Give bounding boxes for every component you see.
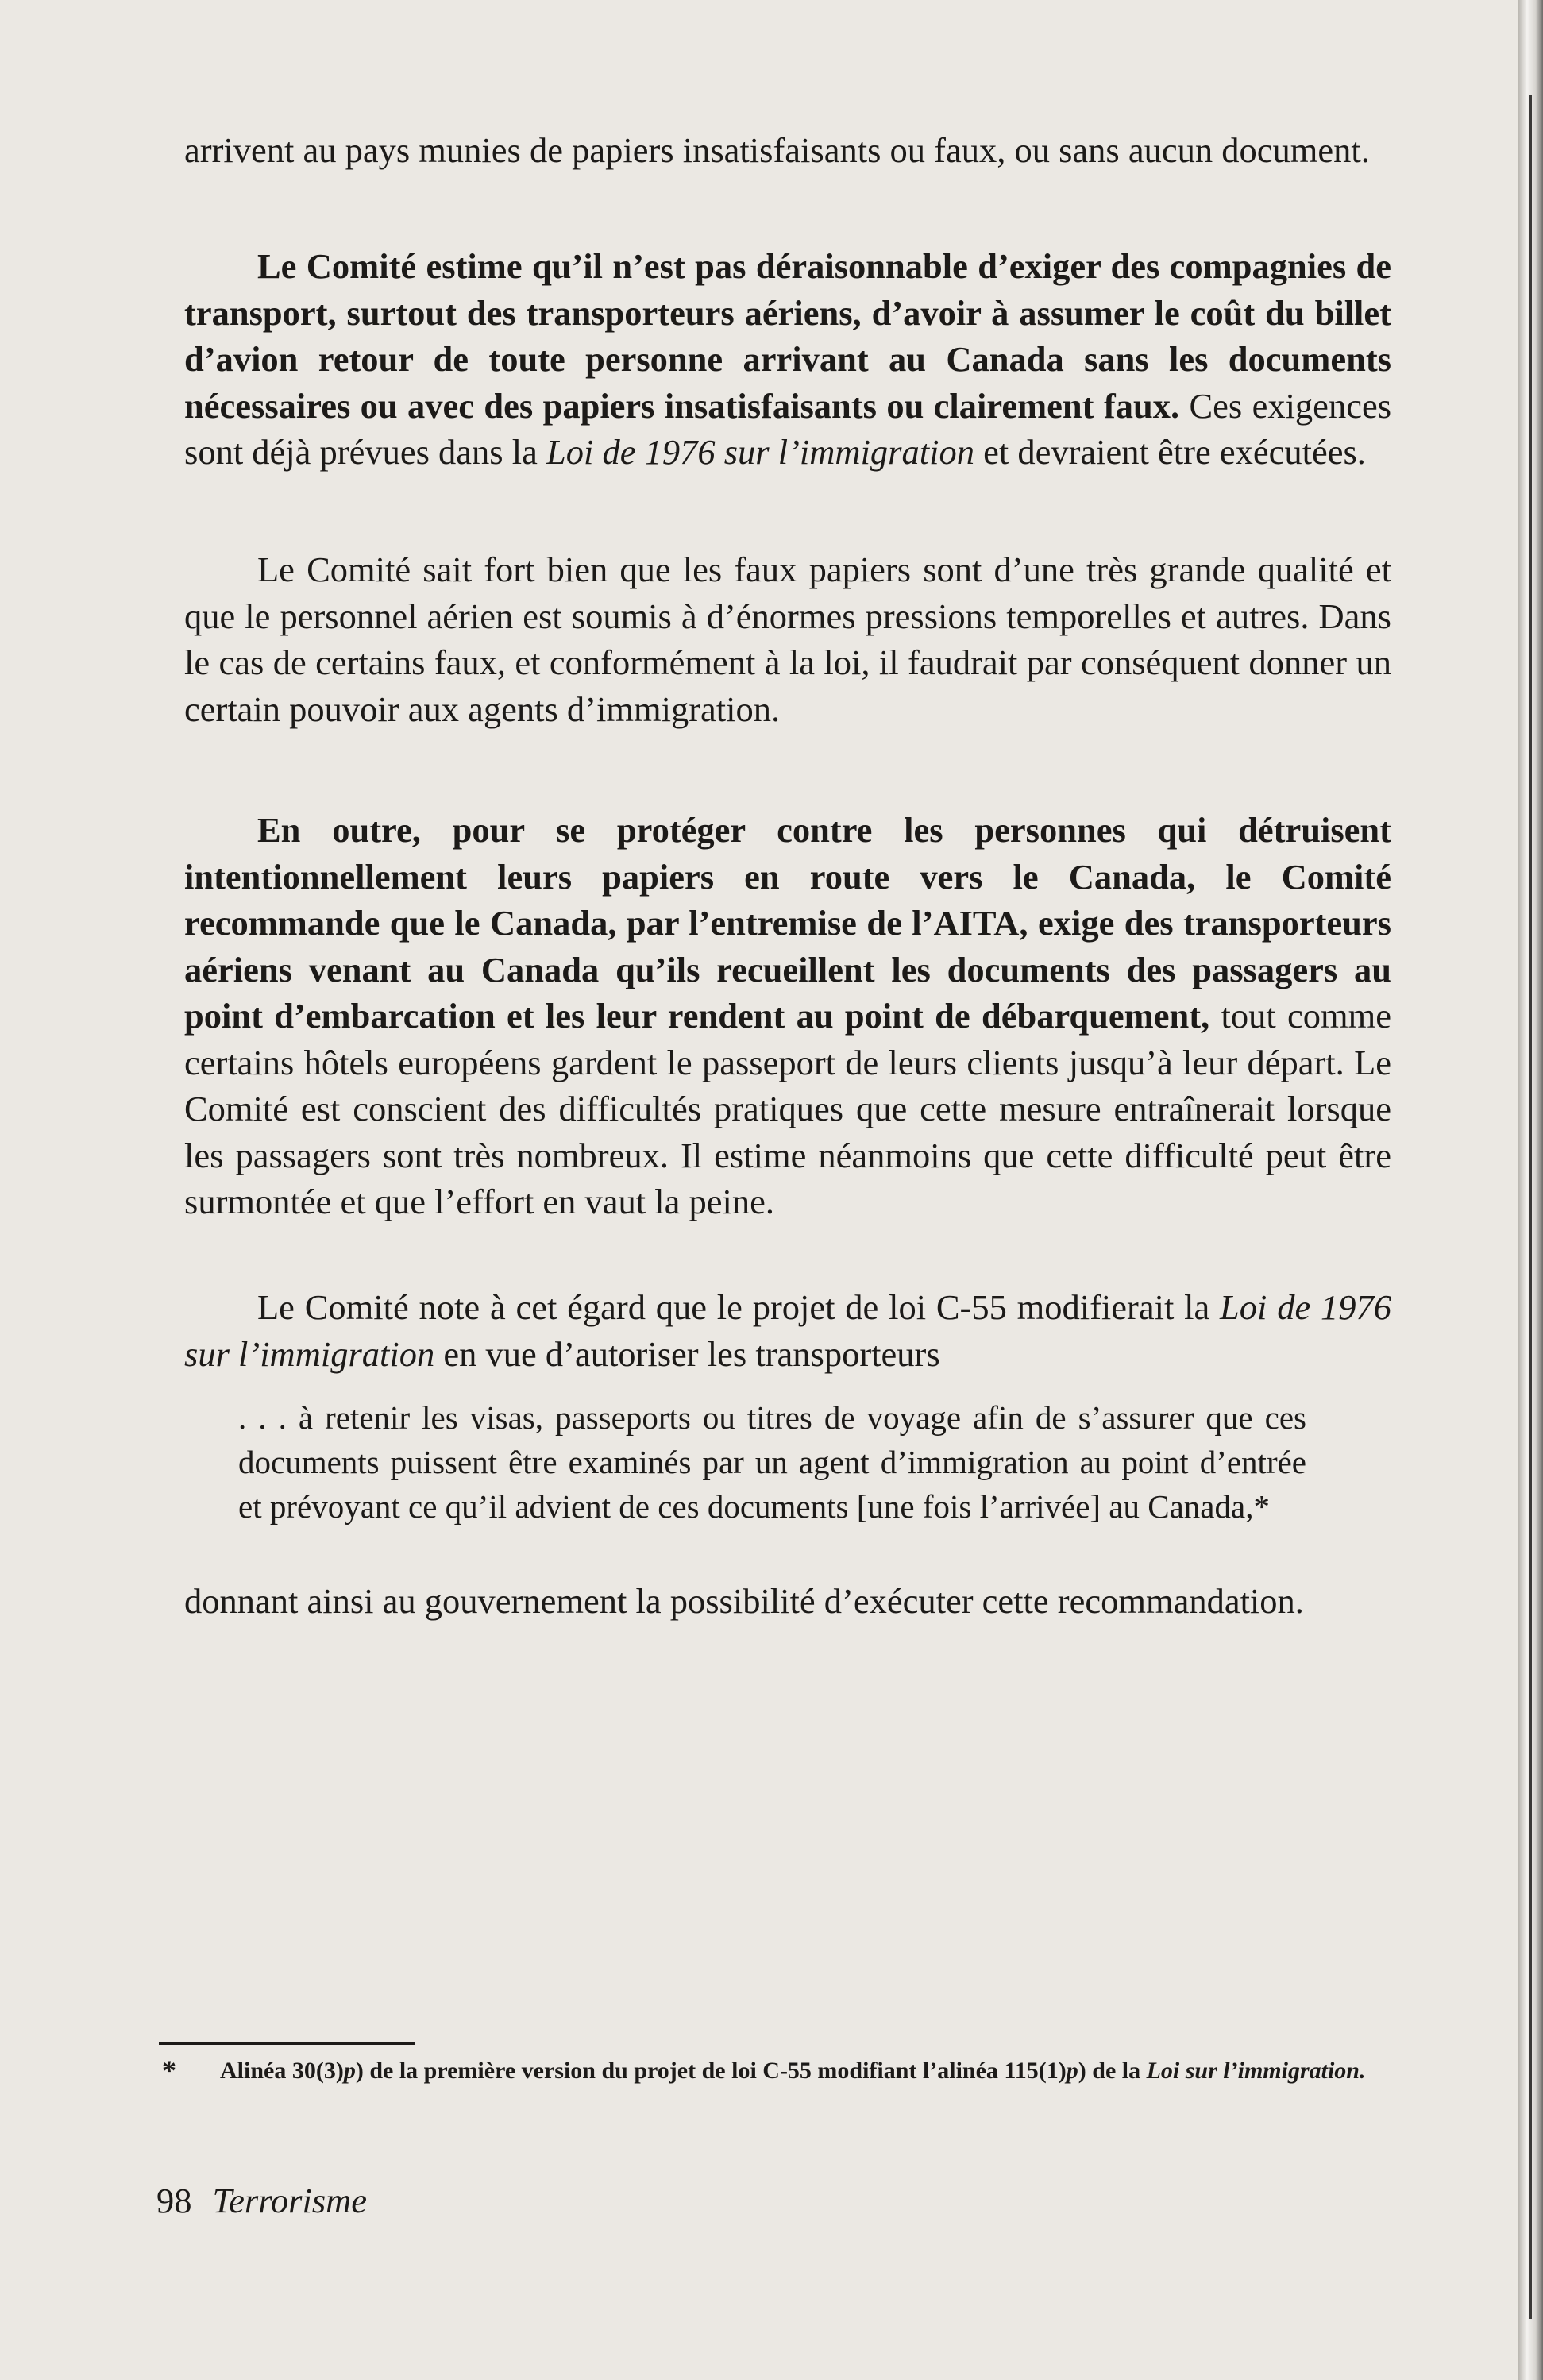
block-quote bbox=[238, 1395, 1306, 1529]
paragraph-5-start: Le Comité note à cet égard que le projet de loi C-55 modifierait la bbox=[257, 1287, 1221, 1327]
paragraph-4 bbox=[184, 807, 1391, 1225]
paragraph-2-end: et devraient être exécutées. bbox=[974, 432, 1366, 472]
binding-edge-line bbox=[1529, 95, 1532, 2319]
paragraph-continuation bbox=[184, 127, 1391, 174]
paragraph-3 bbox=[184, 546, 1391, 732]
footnote-text bbox=[220, 2055, 1371, 2087]
paragraph-4-text bbox=[184, 807, 1391, 1225]
paragraph-5 bbox=[184, 1284, 1391, 1377]
paragraph-6-text: donnant ainsi au gouvernement la possibilité d’exécuter cette recommandation. bbox=[184, 1581, 1304, 1621]
page-footer bbox=[156, 2178, 367, 2223]
paragraph-5-italic: Loi de 1976 sur l’immigration bbox=[184, 1287, 1391, 1374]
block-quote-text: . . . à retenir les visas, passeports ou titres de voyage afin de s’assurer que ces documents puissent être examinés par un agent d’immigration au point d’entrée et prévoyant ce qu’il advient de ces documents [une fois l’arrivée] au Canada,* bbox=[238, 1399, 1306, 1525]
paragraph-3-text: Le Comité sait fort bien que les faux papiers sont d’une très grande qualité et que le personnel aérien est soumis à d’énormes pressions temporelles et autres. Dans le cas de certains faux, et conformément à la loi, il faudrait par conséquent donner un certain pouvoir aux agents d’immigration. bbox=[184, 550, 1391, 729]
paragraph-5-text bbox=[184, 1284, 1391, 1377]
paragraph-2-bold: Le Comité estime qu’il n’est pas déraisonnable d’exiger des compagnies de transport, surtout des transporteurs aériens, d’avoir à assumer le coût du billet d’avion retour de toute personne arrivant au Canada sans les documents nécessaires ou avec des papiers insatisfaisants ou clairement faux. bbox=[184, 246, 1391, 426]
footnote-part-1: Alinéa 30(3) bbox=[220, 2058, 344, 2084]
paragraph-6 bbox=[184, 1578, 1391, 1625]
footnote-part-2: ) de la première version du projet de loi C-55 modifiant l’alinéa 115(1) bbox=[355, 2058, 1067, 2084]
running-title: Terrorisme bbox=[212, 2181, 368, 2220]
footnote-part-3-italic: Loi sur l’immigration. bbox=[1146, 2058, 1366, 2084]
footnote-part-2-italic: p bbox=[1066, 2058, 1078, 2084]
footnote-rule bbox=[159, 2042, 415, 2045]
paragraph-5-end: en vue d’autoriser les transporteurs bbox=[434, 1333, 940, 1374]
paragraph-2-text bbox=[184, 243, 1391, 476]
paragraph-1-text: arrivent au pays munies de papiers insatisfaisants ou faux, ou sans aucun document. bbox=[184, 130, 1370, 170]
paragraph-2 bbox=[184, 243, 1391, 476]
paragraph-2-italic: Loi de 1976 sur l’immigration bbox=[546, 432, 974, 472]
paragraph-4-bold: En outre, pour se protéger contre les personnes qui détruisent intentionnellement leurs papiers en route vers le Canada, le Comité recommande que le Canada, par l’entremise de l’AITA, exige des transporteurs aériens venant au Canada qu’ils recueillent les documents des passagers au point d’embarcation et les leur rendent au point de débarquement, bbox=[184, 810, 1391, 1036]
paragraph-2-mid: Ces exigences sont déjà prévues dans la bbox=[184, 385, 1392, 472]
footnote-marker: * bbox=[162, 2054, 176, 2086]
page-number: 98 bbox=[156, 2181, 192, 2220]
footnote-part-3: ) de la bbox=[1078, 2058, 1147, 2084]
paragraph-4-end: tout comme certains hôtels européens gardent le passeport de leurs clients jusqu’à leur départ. Le Comité est conscient des difficultés pratiques que cette mesure entraînerait lorsque les passagers sont très nombreux. Il estime néanmoins que cette difficulté peut être surmontée et que l’effort en vaut la peine. bbox=[184, 996, 1391, 1221]
footnote-part-1-italic: p bbox=[343, 2058, 356, 2084]
